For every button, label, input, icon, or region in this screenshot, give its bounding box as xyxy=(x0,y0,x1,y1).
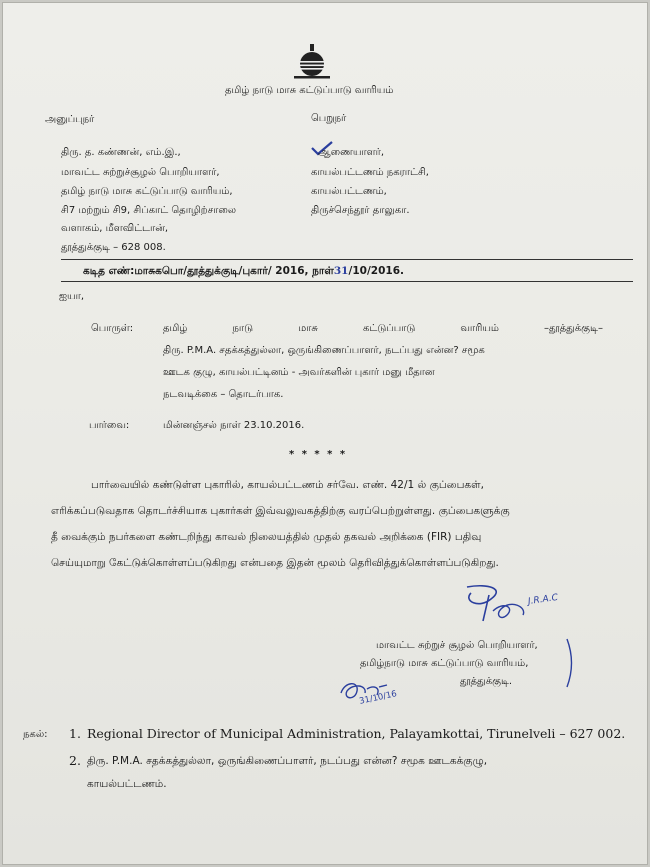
reference-view-text: மின்னஞ்சல் நாள் 23.10.2016. xyxy=(163,420,305,431)
subject-line-2: திரு. P.M.A. சதக்கத்துல்லா, ஒருங்கிணைப்பாளர், நடப்பது என்ன? சமூக xyxy=(163,345,485,356)
body-line: செய்யுமாறு கேட்டுக்கொள்ளப்படுகிறது என்பதை இதன் மூலம் தெரிவித்துக்கொள்ளப்படுகிறது. xyxy=(51,557,499,569)
recipient-line: ஆணையாளர், xyxy=(318,147,385,158)
signature-designation: மாவட்ட சுற்றுச் சூழல் பொறியாளர், xyxy=(376,640,538,651)
body-line: எரிக்கப்படுவதாக தொடர்ச்சியாக புகார்கள் இவ்வலுவகத்திற்கு வரப்பெற்றுள்ளது. குப்பைகளுக்கு xyxy=(51,505,510,517)
sender-line: தமிழ் நாடு மாசு கட்டுப்பாடு வாரியம், xyxy=(61,186,233,197)
signature-place: தூத்துக்குடி. xyxy=(460,676,513,687)
copy-item-2-number: 2. xyxy=(69,753,81,768)
letter-page xyxy=(2,2,648,865)
reference-view-label: பார்வை: xyxy=(89,420,130,431)
sender-line: சி7 மற்றும் சி9, சிப்காட் தொழிற்சாலை xyxy=(61,205,237,216)
sender-line: தூத்துக்குடி – 628 008. xyxy=(61,242,166,253)
sender-label: அனுப்புநர் xyxy=(45,114,95,125)
salutation: ஐயா, xyxy=(59,291,85,302)
recipient-label: பெறுநர் xyxy=(311,113,347,124)
subject-line-1: தமிழ் நாடு மாசு கட்டுப்பாடு வாரியம் –தூத்துக்குடி– xyxy=(163,323,603,334)
sender-line: வளாகம், மீளவிட்டான், xyxy=(61,223,169,234)
signature-scribble xyxy=(449,581,579,691)
reference-day: 31 xyxy=(333,265,349,277)
rule-bottom xyxy=(61,281,633,282)
recipient-line: காயல்பட்டணம், xyxy=(311,186,387,197)
reference-number: கடித எண்:மாசுகபொ/தூத்துக்குடி/புகார்/ 2016, நாள்31/10/2016. xyxy=(83,265,404,277)
subject-line-3: ஊடக குழு, காயல்பட்டினம் - அவர்களின் புகார் மனு மீதான xyxy=(163,367,435,378)
subject-line-4: நடவடிக்கை – தொடர்பாக. xyxy=(163,389,284,400)
sender-line: திரு. த. கண்ணன், எம்.இ., xyxy=(61,147,181,158)
signature-initials: J.R.A.C xyxy=(527,592,559,608)
body-line: தீ வைக்கும் நபர்களை கண்டறிந்து காவல் நிலையத்தில் முதல் தகவல் அறிக்கை (FIR) பதிவு xyxy=(51,531,482,543)
recipient-line: காயல்பட்டணம் நகராட்சி, xyxy=(311,167,429,178)
subject-label: பொருள்: xyxy=(91,323,134,334)
body-line: பார்வையில் கண்டுள்ள புகாரில், காயல்பட்டணம் சர்வே. எண். 42/1 ல் குப்பைகள், xyxy=(91,479,484,491)
rule-top xyxy=(61,259,633,260)
copy-item-2-text-cont: காயல்பட்டணம். xyxy=(87,778,167,790)
signature-office: தமிழ்நாடு மாசு கட்டுப்பாடு வாரியம், xyxy=(360,658,529,669)
copy-item-2-text: திரு. P.M.A. சதக்கத்துல்லா, ஒருங்கிணைப்பாளர், நடப்பது என்ன? சமூக ஊடகக்குழு, xyxy=(87,755,488,767)
copy-item-1-text: Regional Director of Municipal Administration, Palayamkottai, Tirunelveli – 627 002. xyxy=(87,726,626,741)
board-name-header: தமிழ் நாடு மாசு கட்டுப்பாடு வாரியம் xyxy=(225,85,394,96)
sender-line: மாவட்ட சுற்றுச்சூழல் பொறியாளர், xyxy=(61,167,220,178)
handwritten-date: 31/10/16 xyxy=(358,689,398,707)
recipient-line: திருச்செந்தூர் தாலுகா. xyxy=(311,205,410,216)
separator-stars: * * * * * xyxy=(289,449,348,460)
tnpcb-emblem-icon xyxy=(294,43,330,79)
copy-item-1-number: 1. xyxy=(69,726,81,741)
copies-label: நகல்: xyxy=(23,729,48,740)
